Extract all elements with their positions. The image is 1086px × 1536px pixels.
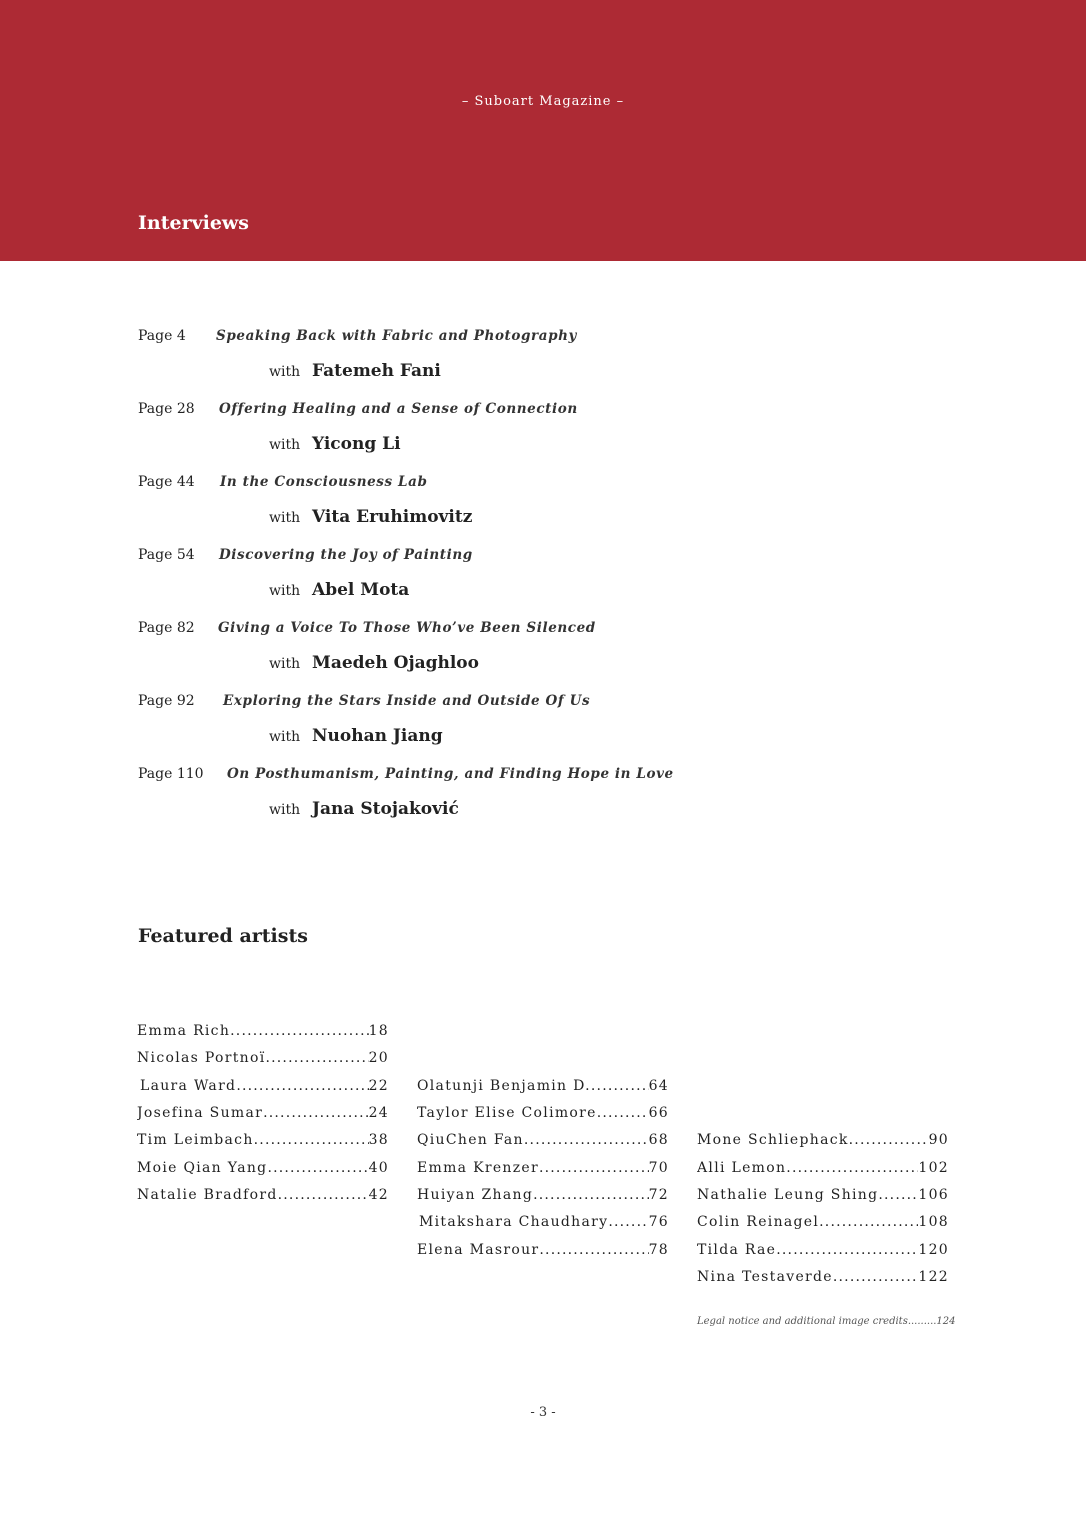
artist-page: 68 [648,1132,669,1148]
interview-with: with [269,437,301,453]
interview-page[interactable]: Page 44 [138,474,195,490]
artist-name: Mitakshara Chaudhary [419,1214,609,1230]
artist-entry[interactable] [697,1269,949,1285]
leader-dots [608,1214,648,1230]
artist-page: 78 [648,1242,669,1258]
leader-dots [267,1160,368,1176]
interview-name: Abel Mota [312,580,410,600]
leader-dots [236,1078,368,1094]
artist-entry[interactable] [140,1078,389,1094]
artist-page: 122 [918,1269,949,1285]
interview-title[interactable]: Speaking Back with Fabric and Photography [216,328,577,344]
leader-dots [786,1160,918,1176]
section-title-featured: Featured artists [138,925,308,947]
artist-name: Nicolas Portnoï [137,1050,266,1066]
leader-dots [539,1242,648,1258]
interview-with: with [269,802,301,818]
header-band [0,0,1086,261]
artist-entry[interactable] [697,1187,949,1203]
artist-entry[interactable] [137,1132,389,1148]
leader-dots [849,1132,929,1148]
interview-name: Jana Stojaković [312,799,459,819]
artist-name: Tim Leimbach [137,1132,254,1148]
artist-name: Colin Reinagel [697,1214,820,1230]
interview-page[interactable]: Page 54 [138,547,195,563]
artist-entry[interactable] [697,1160,949,1176]
artist-page: 66 [648,1105,669,1121]
artist-entry[interactable] [137,1050,389,1066]
leader-dots [254,1132,369,1148]
interview-page[interactable]: Page 82 [138,620,195,636]
interview-title[interactable]: Discovering the Joy of Painting [219,547,473,563]
artist-page: 22 [368,1078,389,1094]
artist-entry[interactable] [419,1214,669,1230]
artist-entry[interactable] [417,1132,669,1148]
artist-name: Elena Masrour [417,1242,540,1258]
leader-dots [597,1105,649,1121]
artist-name: Olatunji Benjamin D. [417,1078,591,1094]
interview-name: Fatemeh Fani [312,361,441,381]
artist-name: Josefina Sumar [137,1105,264,1121]
leader-dots [776,1242,918,1258]
artist-page: 20 [368,1050,389,1066]
interview-page[interactable]: Page 4 [138,328,186,344]
artist-page: 24 [368,1105,389,1121]
interview-name: Vita Eruhimovitz [312,507,473,527]
leader-dots [263,1105,368,1121]
artist-entry[interactable] [417,1105,669,1121]
artist-entry[interactable] [417,1187,669,1203]
leader-dots [524,1132,649,1148]
artist-page: 108 [918,1214,949,1230]
artist-page: 18 [368,1023,389,1039]
legal-notice-link[interactable]: Legal notice and additional image credits.........124 [697,1316,956,1327]
artist-name: Emma Rich [137,1023,231,1039]
artist-name: Huiyan Zhang [417,1187,534,1203]
artist-name: Alli Lemon [697,1160,787,1176]
artist-name: Nathalie Leung Shing [697,1187,879,1203]
artist-name: Mone Schliephack [697,1132,849,1148]
artist-name: Natalie Bradford [137,1187,278,1203]
artist-entry[interactable] [697,1132,949,1148]
leader-dots [533,1187,648,1203]
interview-with: with [269,364,301,380]
artist-name: Nina Testaverde [697,1269,833,1285]
interview-with: with [269,656,301,672]
interview-title[interactable]: Exploring the Stars Inside and Outside Of Us [223,693,591,709]
artist-page: 70 [648,1160,669,1176]
leader-dots [278,1187,369,1203]
artist-name: Tilda Rae [697,1242,777,1258]
artist-entry[interactable] [697,1214,949,1230]
interview-name: Yicong Li [312,434,401,454]
artist-page: 106 [918,1187,949,1203]
artist-name: Moie Qian Yang [137,1160,268,1176]
artist-entry[interactable] [137,1105,389,1121]
artist-name: QiuChen Fan [417,1132,524,1148]
artist-page: 120 [918,1242,949,1258]
artist-entry[interactable] [137,1023,389,1039]
artist-page: 76 [648,1214,669,1230]
artist-page: 64 [648,1078,669,1094]
artist-page: 38 [368,1132,389,1148]
leader-dots [833,1269,919,1285]
interview-page[interactable]: Page 28 [138,401,195,417]
artist-page: 42 [368,1187,389,1203]
magazine-name: – Suboart Magazine – [461,94,625,109]
interview-with: with [269,510,301,526]
interview-title[interactable]: Offering Healing and a Sense of Connection [219,401,578,417]
interview-with: with [269,583,301,599]
artist-entry[interactable] [137,1187,389,1203]
artist-name: Emma Krenzer [417,1160,539,1176]
interview-title[interactable]: In the Consciousness Lab [220,474,428,490]
page-number: - 3 - [530,1405,556,1420]
section-title-interviews: Interviews [138,212,249,234]
artist-entry[interactable] [417,1078,669,1094]
artist-name: Taylor Elise Colimore [417,1105,597,1121]
leader-dots [265,1050,368,1066]
interview-title[interactable]: On Posthumanism, Painting, and Finding Hope in Love [227,766,674,782]
interview-with: with [269,729,301,745]
artist-entry[interactable] [697,1242,949,1258]
interview-page[interactable]: Page 92 [138,693,195,709]
interview-name: Nuohan Jiang [312,726,443,746]
leader-dots [878,1187,918,1203]
leader-dots [539,1160,649,1176]
leader-dots [819,1214,918,1230]
artist-page: 102 [918,1160,949,1176]
artist-page: 72 [648,1187,669,1203]
artist-entry[interactable] [417,1242,669,1258]
artist-entry[interactable] [137,1160,389,1176]
leader-dots [591,1078,649,1094]
leader-dots [230,1023,368,1039]
artist-page: 40 [368,1160,389,1176]
artist-entry[interactable] [417,1160,669,1176]
artist-name: Laura Ward [140,1078,237,1094]
artist-page: 90 [928,1132,949,1148]
interview-title[interactable]: Giving a Voice To Those Who’ve Been Silenced [218,620,596,636]
interview-name: Maedeh Ojaghloo [312,653,479,673]
interview-page[interactable]: Page 110 [138,766,204,782]
